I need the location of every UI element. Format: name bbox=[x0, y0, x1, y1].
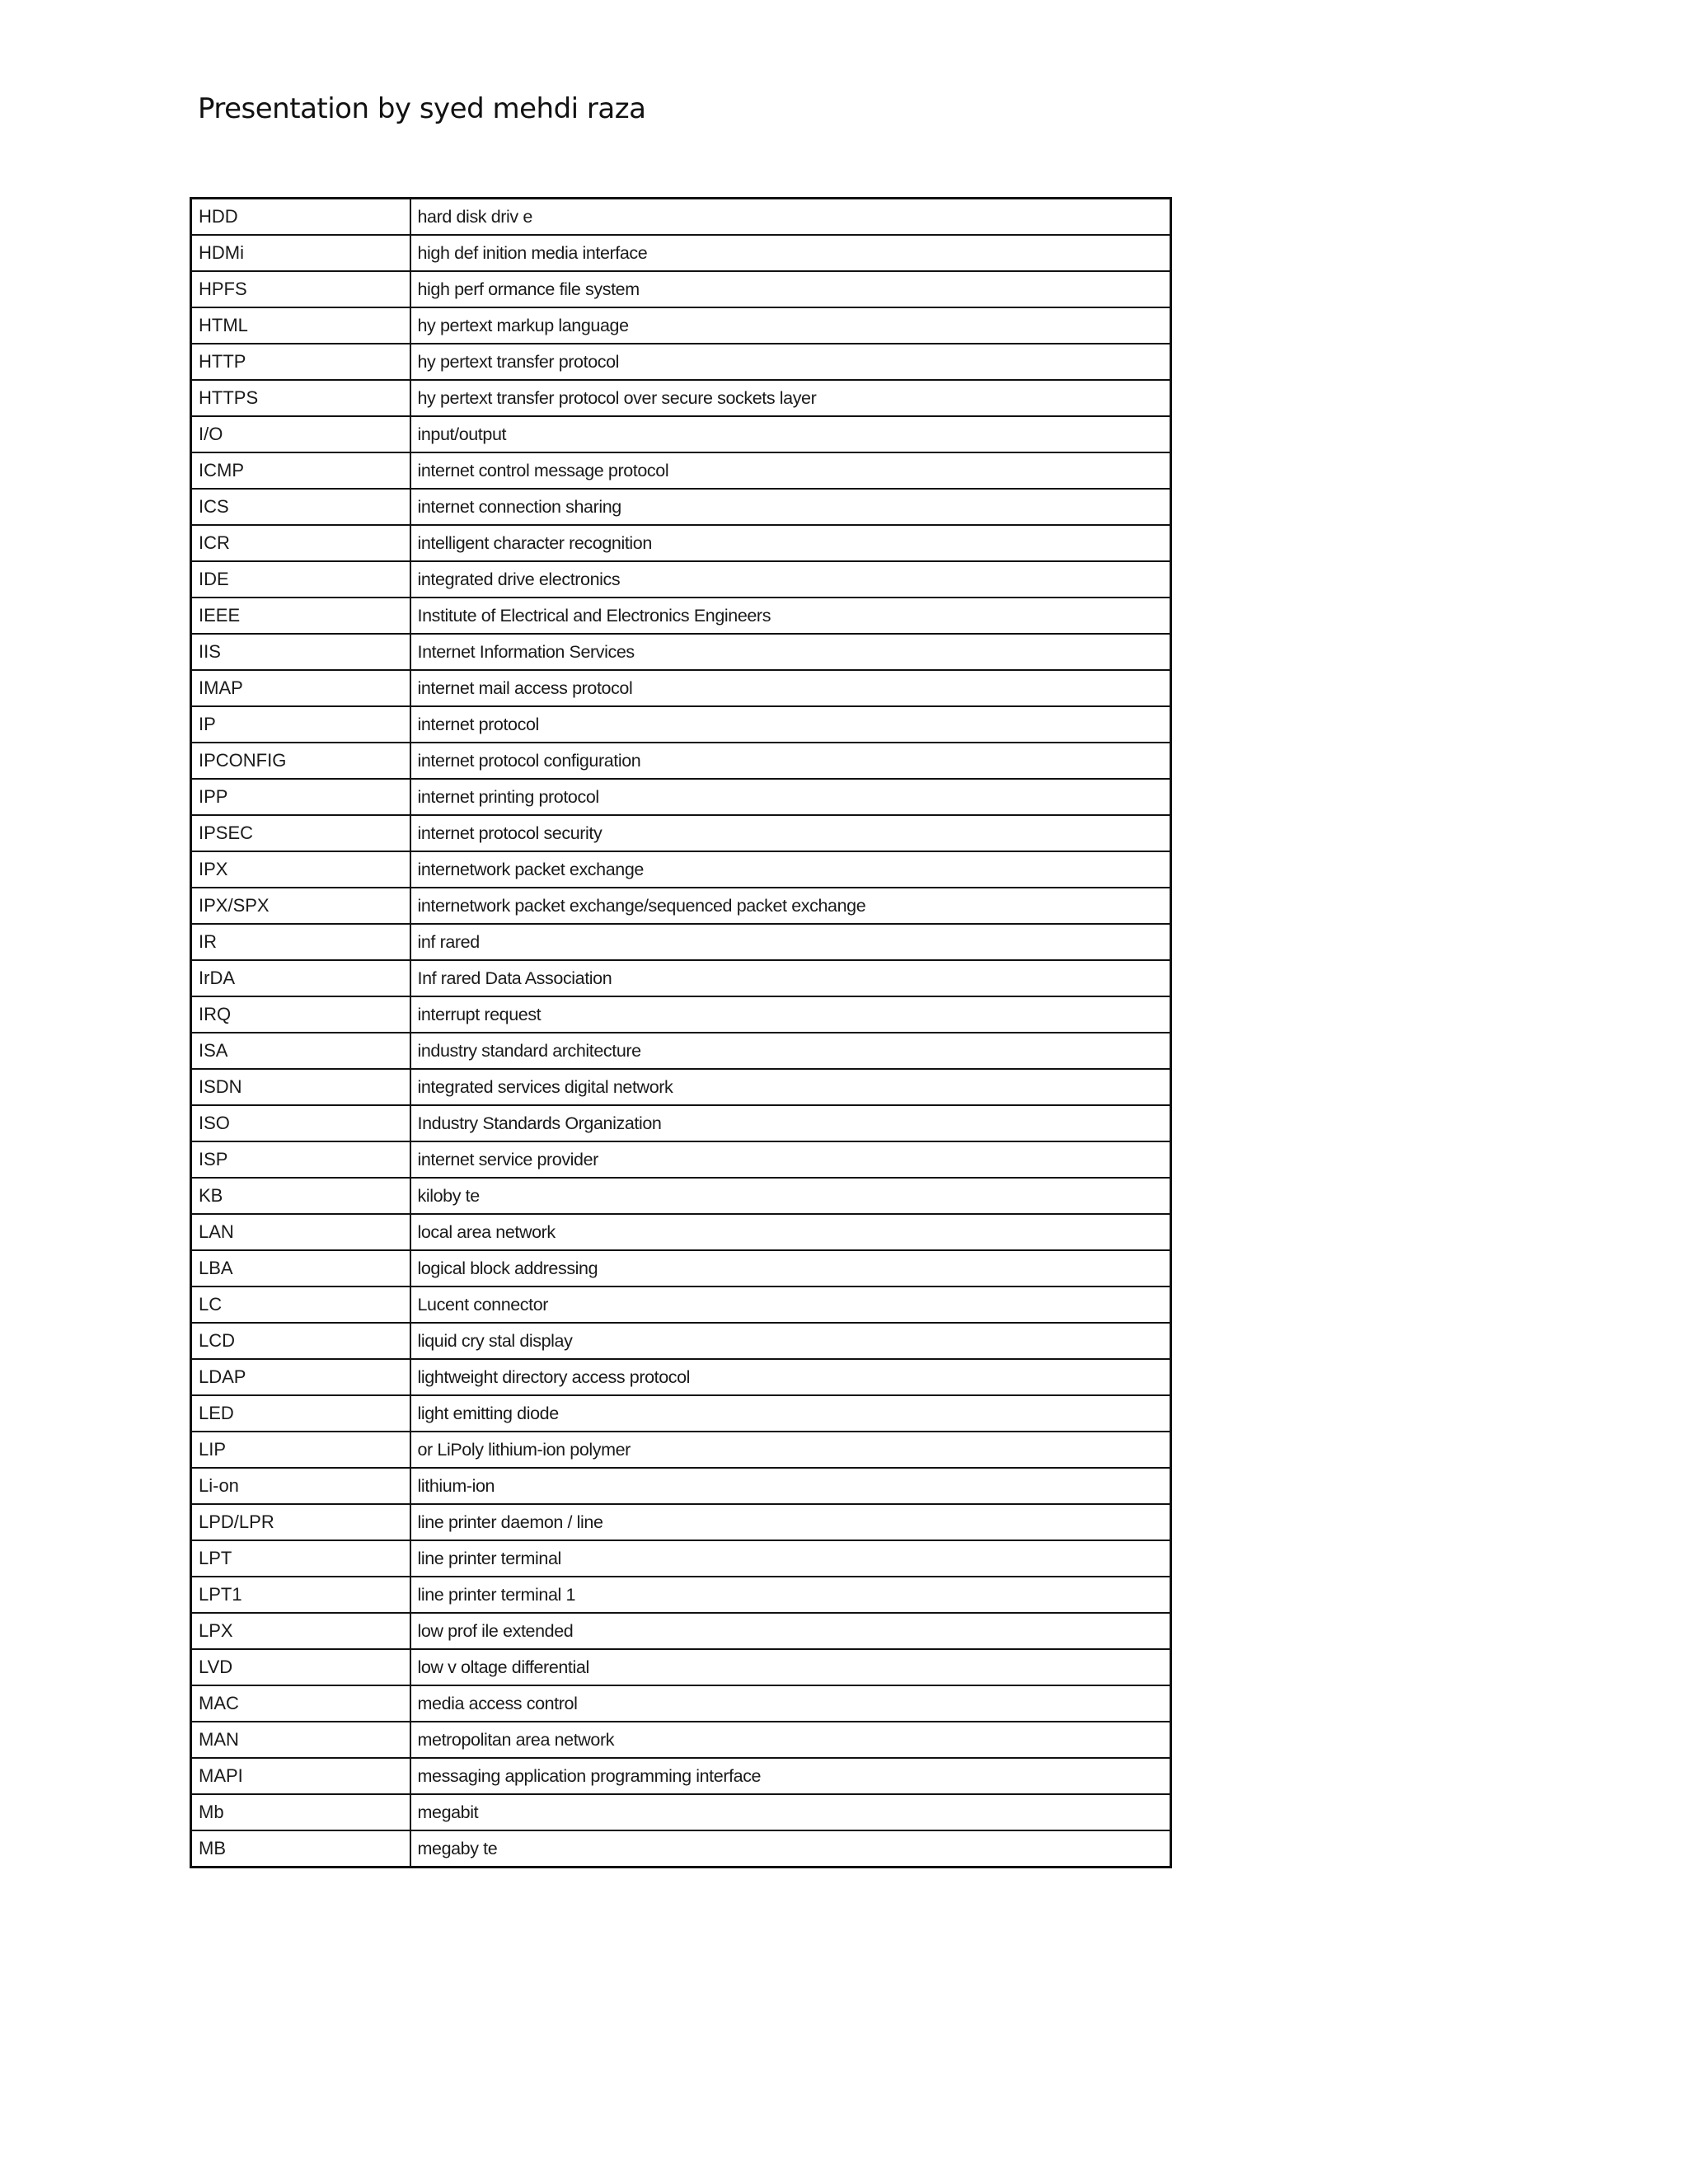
definition-cell: lithium-ion bbox=[410, 1468, 1171, 1504]
table-row bbox=[191, 996, 1171, 1033]
abbreviation-cell: LDAP bbox=[191, 1359, 410, 1395]
definition-cell: high def inition media interface bbox=[410, 235, 1171, 271]
abbreviation-cell: IEEE bbox=[191, 598, 410, 634]
table-row bbox=[191, 561, 1171, 598]
table-row bbox=[191, 1722, 1171, 1758]
abbreviation-cell: IMAP bbox=[191, 670, 410, 706]
abbreviation-cell: LAN bbox=[191, 1214, 410, 1250]
definition-cell: line printer terminal 1 bbox=[410, 1577, 1171, 1613]
table-row bbox=[191, 888, 1171, 924]
table-row bbox=[191, 416, 1171, 452]
abbreviation-cell: ISP bbox=[191, 1141, 410, 1178]
definition-cell: hy pertext transfer protocol bbox=[410, 344, 1171, 380]
abbreviation-cell: IIS bbox=[191, 634, 410, 670]
abbreviation-cell: I/O bbox=[191, 416, 410, 452]
table-row bbox=[191, 1649, 1171, 1685]
table-row bbox=[191, 1286, 1171, 1323]
abbreviation-cell: MAN bbox=[191, 1722, 410, 1758]
abbreviation-cell: LPT1 bbox=[191, 1577, 410, 1613]
abbreviation-cell: ICMP bbox=[191, 452, 410, 489]
abbreviation-cell: ICS bbox=[191, 489, 410, 525]
abbreviation-cell: HDMi bbox=[191, 235, 410, 271]
definition-cell: internet control message protocol bbox=[410, 452, 1171, 489]
abbreviation-cell: IPSEC bbox=[191, 815, 410, 851]
abbreviation-cell: IPCONFIG bbox=[191, 743, 410, 779]
abbreviation-cell: HTTPS bbox=[191, 380, 410, 416]
table-row bbox=[191, 307, 1171, 344]
definition-cell: interrupt request bbox=[410, 996, 1171, 1033]
definition-cell: internet printing protocol bbox=[410, 779, 1171, 815]
abbreviation-cell: IPX/SPX bbox=[191, 888, 410, 924]
definition-cell: Internet Information Services bbox=[410, 634, 1171, 670]
definition-cell: inf rared bbox=[410, 924, 1171, 960]
table-row bbox=[191, 924, 1171, 960]
abbreviation-cell: LPX bbox=[191, 1613, 410, 1649]
table-row bbox=[191, 851, 1171, 888]
definition-cell: integrated services digital network bbox=[410, 1069, 1171, 1105]
abbreviation-cell: IDE bbox=[191, 561, 410, 598]
abbreviation-cell: MAC bbox=[191, 1685, 410, 1722]
abbreviation-cell: IR bbox=[191, 924, 410, 960]
definition-cell: line printer terminal bbox=[410, 1540, 1171, 1577]
abbreviation-cell: HTML bbox=[191, 307, 410, 344]
definition-cell: intelligent character recognition bbox=[410, 525, 1171, 561]
table-row bbox=[191, 598, 1171, 634]
table-row bbox=[191, 1069, 1171, 1105]
table-row bbox=[191, 235, 1171, 271]
abbreviation-cell: IRQ bbox=[191, 996, 410, 1033]
definition-cell: metropolitan area network bbox=[410, 1722, 1171, 1758]
table-row bbox=[191, 779, 1171, 815]
table-row bbox=[191, 1830, 1171, 1868]
table-row bbox=[191, 199, 1171, 236]
table-row bbox=[191, 1794, 1171, 1830]
abbreviation-cell: IPX bbox=[191, 851, 410, 888]
definition-cell: Inf rared Data Association bbox=[410, 960, 1171, 996]
table-row bbox=[191, 1105, 1171, 1141]
table-row bbox=[191, 1613, 1171, 1649]
definition-cell: internetwork packet exchange/sequenced packet exchange bbox=[410, 888, 1171, 924]
table-row bbox=[191, 489, 1171, 525]
definition-cell: lightweight directory access protocol bbox=[410, 1359, 1171, 1395]
table-row bbox=[191, 1504, 1171, 1540]
table-row bbox=[191, 525, 1171, 561]
table-row bbox=[191, 271, 1171, 307]
definition-cell: internet protocol security bbox=[410, 815, 1171, 851]
definition-cell: hy pertext markup language bbox=[410, 307, 1171, 344]
definition-cell: local area network bbox=[410, 1214, 1171, 1250]
table-row bbox=[191, 743, 1171, 779]
abbreviation-cell: LBA bbox=[191, 1250, 410, 1286]
table-row bbox=[191, 344, 1171, 380]
table-row bbox=[191, 1758, 1171, 1794]
table-row bbox=[191, 1468, 1171, 1504]
table-row bbox=[191, 1250, 1171, 1286]
abbreviation-cell: ISA bbox=[191, 1033, 410, 1069]
abbreviation-cell: Mb bbox=[191, 1794, 410, 1830]
abbreviation-cell: LC bbox=[191, 1286, 410, 1323]
table-row bbox=[191, 1540, 1171, 1577]
abbreviation-cell: LED bbox=[191, 1395, 410, 1432]
definition-cell: low prof ile extended bbox=[410, 1613, 1171, 1649]
page-title: Presentation by syed mehdi raza bbox=[198, 92, 646, 125]
abbreviation-cell: LIP bbox=[191, 1432, 410, 1468]
table-row bbox=[191, 815, 1171, 851]
table-row bbox=[191, 1359, 1171, 1395]
definition-cell: internet connection sharing bbox=[410, 489, 1171, 525]
definition-cell: megabit bbox=[410, 1794, 1171, 1830]
abbreviation-cell: IrDA bbox=[191, 960, 410, 996]
abbreviation-cell: Li-on bbox=[191, 1468, 410, 1504]
abbreviation-cell: ISO bbox=[191, 1105, 410, 1141]
definition-cell: low v oltage differential bbox=[410, 1649, 1171, 1685]
definition-cell: media access control bbox=[410, 1685, 1171, 1722]
definition-cell: megaby te bbox=[410, 1830, 1171, 1868]
abbreviation-cell: ISDN bbox=[191, 1069, 410, 1105]
table-row bbox=[191, 452, 1171, 489]
definition-cell: messaging application programming interface bbox=[410, 1758, 1171, 1794]
abbreviation-cell: LCD bbox=[191, 1323, 410, 1359]
abbreviation-cell: MB bbox=[191, 1830, 410, 1868]
table-row bbox=[191, 960, 1171, 996]
abbreviation-cell: LVD bbox=[191, 1649, 410, 1685]
table-row bbox=[191, 1685, 1171, 1722]
definition-cell: kiloby te bbox=[410, 1178, 1171, 1214]
definition-cell: Industry Standards Organization bbox=[410, 1105, 1171, 1141]
definition-cell: Institute of Electrical and Electronics Engineers bbox=[410, 598, 1171, 634]
definition-cell: Lucent connector bbox=[410, 1286, 1171, 1323]
table-row bbox=[191, 1395, 1171, 1432]
definition-cell: light emitting diode bbox=[410, 1395, 1171, 1432]
table-row bbox=[191, 670, 1171, 706]
table-row bbox=[191, 1432, 1171, 1468]
abbreviation-cell: KB bbox=[191, 1178, 410, 1214]
abbreviation-cell: IPP bbox=[191, 779, 410, 815]
abbreviation-cell: MAPI bbox=[191, 1758, 410, 1794]
definition-cell: line printer daemon / line bbox=[410, 1504, 1171, 1540]
table-row bbox=[191, 1323, 1171, 1359]
definition-cell: high perf ormance file system bbox=[410, 271, 1171, 307]
table-row bbox=[191, 1178, 1171, 1214]
table-row bbox=[191, 706, 1171, 743]
definition-cell: industry standard architecture bbox=[410, 1033, 1171, 1069]
abbreviation-cell: IP bbox=[191, 706, 410, 743]
definition-cell: internetwork packet exchange bbox=[410, 851, 1171, 888]
definition-cell: internet protocol bbox=[410, 706, 1171, 743]
table-row bbox=[191, 1141, 1171, 1178]
glossary-table bbox=[190, 197, 1172, 1868]
definition-cell: logical block addressing bbox=[410, 1250, 1171, 1286]
abbreviation-cell: LPD/LPR bbox=[191, 1504, 410, 1540]
definition-cell: integrated drive electronics bbox=[410, 561, 1171, 598]
definition-cell: input/output bbox=[410, 416, 1171, 452]
definition-cell: or LiPoly lithium-ion polymer bbox=[410, 1432, 1171, 1468]
abbreviation-cell: HDD bbox=[191, 199, 410, 236]
table-row bbox=[191, 634, 1171, 670]
definition-cell: hard disk driv e bbox=[410, 199, 1171, 236]
abbreviation-cell: LPT bbox=[191, 1540, 410, 1577]
definition-cell: internet mail access protocol bbox=[410, 670, 1171, 706]
abbreviation-cell: HPFS bbox=[191, 271, 410, 307]
table-row bbox=[191, 1214, 1171, 1250]
definition-cell: internet service provider bbox=[410, 1141, 1171, 1178]
abbreviation-cell: HTTP bbox=[191, 344, 410, 380]
table-row bbox=[191, 380, 1171, 416]
table-row bbox=[191, 1577, 1171, 1613]
abbreviation-cell: ICR bbox=[191, 525, 410, 561]
glossary-body bbox=[191, 199, 1171, 1868]
definition-cell: liquid cry stal display bbox=[410, 1323, 1171, 1359]
definition-cell: internet protocol configuration bbox=[410, 743, 1171, 779]
table-row bbox=[191, 1033, 1171, 1069]
definition-cell: hy pertext transfer protocol over secure sockets layer bbox=[410, 380, 1171, 416]
